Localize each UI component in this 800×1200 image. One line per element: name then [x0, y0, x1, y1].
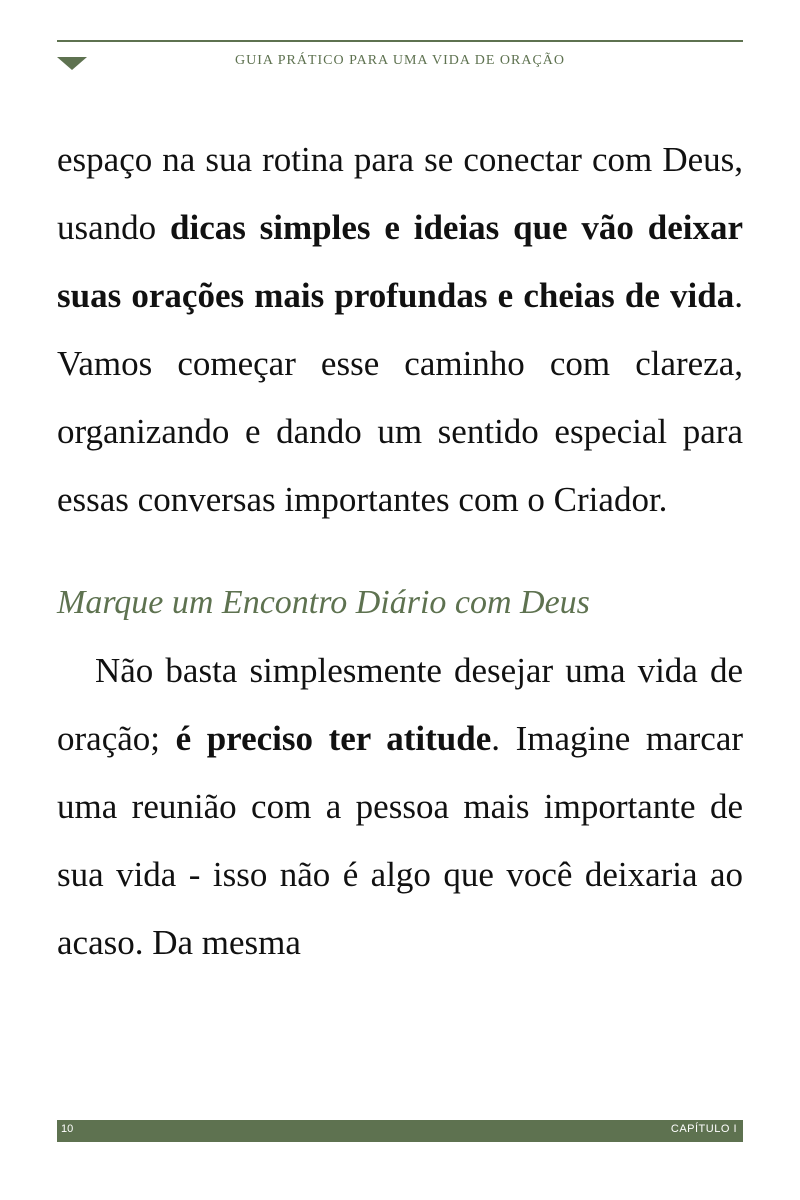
header-rule — [57, 40, 743, 42]
paragraph-2-bold: é preciso ter atitude — [175, 719, 492, 758]
body-text — [57, 126, 743, 977]
paragraph-1 — [57, 126, 743, 534]
footer-bar — [57, 1120, 743, 1142]
paragraph-2 — [57, 637, 743, 977]
running-title: GUIA PRÁTICO PARA UMA VIDA DE ORAÇÃO — [234, 53, 566, 68]
paragraph-2-text-start: Não basta simplesmente desejar uma vida de oração; — [57, 651, 743, 758]
section-heading: Marque um Encontro Diário com Deus — [57, 584, 590, 621]
paragraph-1-bold: dicas simples e ideias que vão deixar suas orações mais profundas e cheias de vida — [57, 208, 743, 315]
paragraph-1-text-start: espaço na sua rotina para se conectar com Deus, usando — [57, 140, 743, 247]
paragraph-1-text-end: . Vamos começar esse caminho com clareza, organizando e dando um sentido especial para essas conversas importantes com o Criador. — [57, 276, 743, 519]
chapter-label: CAPÍTULO I — [670, 1123, 737, 1135]
page-number: 10 — [61, 1123, 74, 1135]
paragraph-2-text-end: . Imagine marcar uma reunião com a pessoa mais importante de sua vida - isso não é algo que você deixaria ao acaso. Da mesma — [57, 719, 744, 962]
